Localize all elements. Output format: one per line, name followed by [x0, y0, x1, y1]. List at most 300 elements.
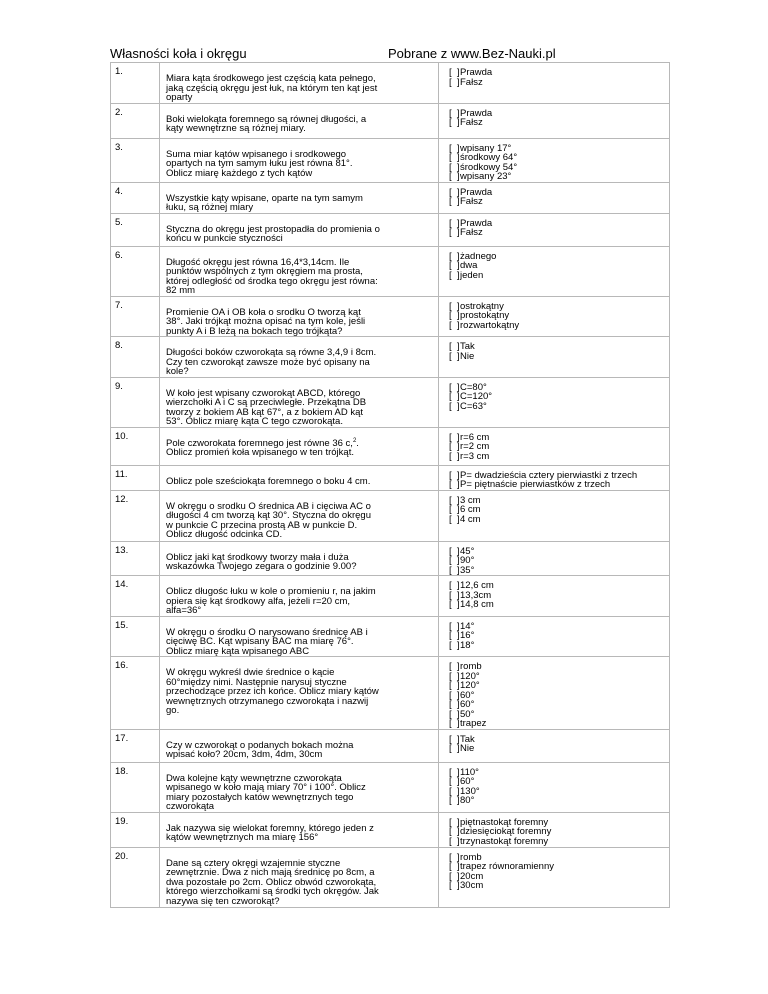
question-line: [166, 562, 432, 572]
answer-option-label: 14°: [460, 620, 475, 632]
answer-option[interactable]: [449, 547, 665, 557]
answer-option[interactable]: [449, 719, 665, 729]
answer-option[interactable]: [449, 744, 665, 754]
question-number: 15.: [111, 616, 160, 657]
question-line-text: 82 mm: [166, 285, 196, 296]
answer-option[interactable]: [449, 402, 665, 412]
question-text: [160, 465, 439, 490]
checkbox-brackets[interactable]: [ ]: [449, 620, 460, 632]
question-row: [111, 616, 670, 657]
question-line-text: przechodzące przez ich końce. Oblicz miary kątów: [166, 686, 379, 697]
answer-option[interactable]: [449, 352, 665, 362]
answer-option-label: żadnego: [460, 250, 497, 262]
answer-option-label: Fałsz: [460, 227, 483, 238]
answer-option-label: Nie: [460, 743, 475, 754]
answer-option[interactable]: [449, 691, 665, 701]
superscript: 2: [352, 437, 357, 444]
checkbox-brackets[interactable]: [ ]: [449, 589, 460, 601]
question-row: [111, 541, 670, 576]
checkbox-brackets[interactable]: [ ]: [449, 835, 460, 847]
question-number: 7.: [111, 296, 160, 337]
question-number: 3.: [111, 138, 160, 182]
question-text: [160, 296, 439, 337]
question-line-text: Oblicz długośc łuku w kole o promieniu r, na jakim: [166, 586, 376, 597]
question-line-text: Oblicz miarę każdego z tych kątów: [166, 167, 313, 179]
question-line-text: tworzy z bokiem AB kąt 67°, a z bokiem AD kąt: [166, 406, 364, 418]
checkbox-brackets[interactable]: [ ]: [449, 186, 460, 198]
answer-option-label: Prawda: [460, 107, 493, 119]
answer-option-label: romb: [460, 661, 482, 672]
question-line-text: Oblicz miarę kąta wpisanego ABC: [166, 645, 310, 657]
checkbox-brackets[interactable]: [ ]: [449, 400, 460, 412]
checkbox-brackets[interactable]: [ ]: [449, 766, 460, 778]
question-line-text: 38°. Jaki trójkąt można opisać na tym kole, jeśli: [166, 316, 366, 327]
answer-option-label: 110°: [460, 766, 479, 778]
answer-options: [439, 576, 670, 617]
question-line-text: Boki wielokąta foremnego są równej długości, a: [166, 113, 367, 125]
answer-option-label: dziesięciokąt foremny: [460, 826, 552, 837]
question-line-text: W okręgu wykreśl dwie średnice o kącie: [166, 667, 335, 678]
answer-option-label: 130°: [460, 785, 480, 797]
answer-option-label: 6 cm: [460, 504, 481, 515]
question-text: [160, 138, 439, 182]
question-text: [160, 847, 439, 907]
answer-option[interactable]: [449, 600, 665, 610]
checkbox-brackets[interactable]: [ ]: [449, 661, 460, 672]
answer-option-label: rozwartokątny: [460, 319, 520, 331]
question-line: [166, 697, 432, 707]
question-row: [111, 657, 670, 730]
question-line: [166, 477, 432, 487]
question-line-text: nazywa się ten czworokąt?: [166, 895, 280, 907]
answer-option[interactable]: [449, 342, 665, 352]
answer-option[interactable]: [449, 796, 665, 806]
checkbox-brackets[interactable]: [ ]: [449, 227, 460, 238]
checkbox-brackets[interactable]: [ ]: [449, 785, 460, 797]
question-row: [111, 729, 670, 762]
answer-option[interactable]: [449, 197, 665, 207]
answer-option-label: jeden: [460, 269, 484, 281]
question-line: [166, 234, 432, 244]
checkbox-brackets[interactable]: [ ]: [449, 689, 460, 701]
question-text: [160, 812, 439, 847]
checkbox-brackets[interactable]: [ ]: [449, 391, 460, 402]
checkbox-brackets[interactable]: [ ]: [449, 680, 460, 691]
question-line-text: jaką częścią okręgu jest łuk, na którym ten kąt jest: [166, 82, 378, 94]
question-line: [166, 606, 432, 616]
answer-option-label: C=63°: [460, 400, 487, 412]
answer-option-label: Fałsz: [460, 117, 483, 128]
question-line-text: wskazówka Twojego zegara o godzinie 9.00?: [166, 561, 357, 572]
question-number: 6.: [111, 246, 160, 296]
question-line-text: Długości boków czworokąta są równe 3,4,9 i 8cm.: [166, 347, 377, 358]
question-number: 14.: [111, 576, 160, 617]
checkbox-brackets[interactable]: [ ]: [449, 269, 460, 281]
answer-option-label: 20cm: [460, 870, 484, 882]
question-line: [166, 93, 432, 103]
question-line-text: w punkcie C przecina prostą AB w punkcie D.: [166, 519, 358, 531]
question-line-text: czworokąta: [166, 801, 215, 812]
checkbox-brackets[interactable]: [ ]: [449, 161, 460, 173]
answer-option-label: 18°: [460, 639, 475, 651]
question-row: [111, 296, 670, 337]
question-number: 2.: [111, 103, 160, 138]
question-text: [160, 762, 439, 812]
answer-option-label: Fałsz: [460, 196, 483, 207]
question-line-text: kole?: [166, 366, 189, 377]
question-row: [111, 138, 670, 182]
checkbox-brackets[interactable]: [ ]: [449, 699, 460, 710]
answer-option-label: 60°: [460, 699, 475, 710]
question-number: 13.: [111, 541, 160, 576]
checkbox-brackets[interactable]: [ ]: [449, 431, 460, 443]
question-line-text: Czy w czworokąt o podanych bokach można: [166, 739, 354, 751]
question-line-text: Suma miar kątów wpisanego i srodkowego: [166, 148, 347, 160]
checkbox-brackets[interactable]: [ ]: [449, 504, 460, 515]
answer-option-label: 4 cm: [460, 513, 481, 525]
answer-option-label: trapez równoramienny: [460, 861, 554, 872]
answer-option[interactable]: [449, 452, 665, 462]
question-line-text: której odległość od środka tego okręgu jest równa:: [166, 275, 378, 287]
question-line: [166, 169, 432, 179]
question-number: 5.: [111, 213, 160, 246]
answer-option[interactable]: [449, 777, 665, 787]
question-text: [160, 246, 439, 296]
answer-option[interactable]: [449, 662, 665, 672]
question-row: [111, 812, 670, 847]
checkbox-brackets[interactable]: [ ]: [449, 450, 460, 462]
answer-option-label: prostokątny: [460, 310, 510, 321]
answer-options: [439, 103, 670, 138]
question-line: [166, 802, 432, 812]
question-row: [111, 465, 670, 490]
answer-options: [439, 465, 670, 490]
question-line-text: Jak nazywa się wielokat foremny, którego jeden z: [166, 822, 374, 834]
question-line: [166, 358, 432, 368]
question-text: [160, 377, 439, 427]
question-text: [160, 657, 439, 730]
question-line-text: W koło jest wpisany czworokąt ABCD, którego: [166, 387, 361, 399]
checkbox-brackets[interactable]: [ ]: [449, 469, 460, 481]
question-row: [111, 103, 670, 138]
answer-option-label: 60°: [460, 776, 475, 787]
checkbox-brackets[interactable]: [ ]: [449, 670, 460, 682]
checkbox-brackets[interactable]: [ ]: [449, 217, 460, 229]
answer-options: [439, 657, 670, 730]
question-line: [166, 750, 432, 760]
question-text: [160, 427, 439, 465]
answer-option-label: 14,8 cm: [460, 599, 494, 610]
checkbox-brackets[interactable]: [ ]: [449, 599, 460, 610]
answer-option-label: 16°: [460, 630, 475, 641]
checkbox-brackets[interactable]: [ ]: [449, 350, 460, 362]
answer-option-label: 45°: [460, 545, 475, 557]
question-line-text: punkty A i B leżą na bokach tego trójkąta?: [166, 325, 343, 337]
checkbox-brackets[interactable]: [ ]: [449, 580, 460, 591]
answer-option[interactable]: [449, 480, 665, 490]
question-line-text: Styczna do okręgu jest prostopadła do promienia o: [166, 223, 380, 235]
answer-option-label: Prawda: [460, 67, 493, 78]
answer-option-label: trzynastokąt foremny: [460, 835, 549, 847]
answer-option-label: 90°: [460, 555, 475, 566]
answer-option[interactable]: [449, 681, 665, 691]
answer-option-label: dwa: [460, 260, 478, 271]
answer-option-label: ostrokątny: [460, 300, 504, 312]
answer-options: [439, 63, 670, 104]
question-line-text: zewnętrznie. Dwa z nich mają średnicę po 8cm, a: [166, 867, 375, 878]
checkbox-brackets[interactable]: [ ]: [449, 708, 460, 720]
checkbox-brackets[interactable]: [ ]: [449, 545, 460, 557]
question-number: 12.: [111, 490, 160, 541]
question-text: [160, 337, 439, 378]
answer-option[interactable]: [449, 228, 665, 238]
question-line: [166, 84, 432, 94]
checkbox-brackets[interactable]: [ ]: [449, 630, 460, 641]
checkbox-brackets[interactable]: [ ]: [449, 479, 460, 490]
question-line: [166, 897, 432, 907]
question-line: [166, 367, 432, 377]
answer-option-label: trapez: [460, 718, 487, 729]
source-label: Pobrane z www.Bez-Nauki.pl: [388, 46, 556, 61]
question-line-text: długości 4 cm tworzą kąt 30°. Styczna do okręgu: [166, 510, 371, 521]
question-number: 10.: [111, 427, 160, 465]
checkbox-brackets[interactable]: [ ]: [449, 171, 460, 182]
question-line: [166, 706, 432, 716]
answer-option[interactable]: [449, 837, 665, 847]
question-row: [111, 576, 670, 617]
answer-option-label: r=6 cm: [460, 431, 490, 443]
checkbox-brackets[interactable]: [ ]: [449, 861, 460, 872]
checkbox-brackets[interactable]: [ ]: [449, 555, 460, 566]
question-line-text: Oblicz jaki kąt środkowy tworzy mała i duża: [166, 551, 349, 563]
question-line-text: Czy ten czworokąt zawsze może być opisany na: [166, 356, 370, 368]
checkbox-brackets[interactable]: [ ]: [449, 76, 460, 88]
answer-options: [439, 337, 670, 378]
answer-options: [439, 246, 670, 296]
question-number: 19.: [111, 812, 160, 847]
answer-option-label: 3 cm: [460, 494, 481, 506]
question-number: 8.: [111, 337, 160, 378]
answer-options: [439, 182, 670, 213]
question-line-text: cięciwę BC. Kąt wpisany BAC ma miarę 76°.: [166, 636, 354, 647]
answer-option[interactable]: [449, 556, 665, 566]
answer-option[interactable]: [449, 631, 665, 641]
question-line: [166, 277, 432, 287]
checkbox-brackets[interactable]: [ ]: [449, 494, 460, 506]
question-line-text: miary pozostałych katów wewnętrznych tego: [166, 791, 354, 803]
answer-options: [439, 616, 670, 657]
answer-options: [439, 138, 670, 182]
checkbox-brackets[interactable]: [ ]: [449, 639, 460, 651]
question-line-text: Wszystkie kąty wpisane, oparte na tym samym: [166, 192, 363, 204]
answer-option-label: Nie: [460, 350, 475, 362]
question-line: [166, 597, 432, 607]
question-line-text: końcu w punkcie styczności: [166, 233, 283, 244]
checkbox-brackets[interactable]: [ ]: [449, 142, 460, 154]
question-line-text: Oblicz długość odcinka CD.: [166, 529, 283, 540]
checkbox-brackets[interactable]: [ ]: [449, 718, 460, 729]
answer-option[interactable]: [449, 881, 665, 891]
answer-option-label: 120°: [460, 680, 480, 691]
answer-option[interactable]: [449, 700, 665, 710]
question-line-text: wierzchołki A i C są przeciwległe. Przekątna DB: [166, 397, 367, 408]
question-line-text: 60°między nimi. Następnie narysuj styczne: [166, 676, 347, 688]
question-line-text: którego wierzchołkami są środki tych okręgów. Jak: [166, 886, 379, 897]
question-line-text: alfa=36°: [166, 605, 202, 616]
question-line-text: wewnętrznych otrzymanego czworokąta i nazwij: [166, 695, 369, 707]
answer-option[interactable]: [449, 172, 665, 182]
question-number: 17.: [111, 729, 160, 762]
answer-option[interactable]: [449, 641, 665, 651]
checkbox-brackets[interactable]: [ ]: [449, 441, 460, 452]
question-line: Pole czworokata foremnego jest równe 36 c,$^2$.: [166, 437, 359, 449]
question-text: [160, 541, 439, 576]
checkbox-brackets[interactable]: [ ]: [449, 816, 460, 828]
question-line-text: W okręgu o srodku O średnica AB i cięciwa AC o: [166, 500, 371, 512]
question-line-text: opiera się kąt środkowy alfa, jeżeli r=20 cm,: [166, 595, 351, 607]
answer-option[interactable]: [449, 78, 665, 88]
answer-option-label: C=80°: [460, 381, 487, 393]
question-row: [111, 213, 670, 246]
checkbox-brackets[interactable]: [ ]: [449, 870, 460, 882]
answer-option[interactable]: [449, 566, 665, 576]
question-text: [160, 729, 439, 762]
question-line-text: Promienie OA i OB koła o srodku O tworzą kąt: [166, 306, 361, 318]
question-text: [160, 616, 439, 657]
checkbox-brackets[interactable]: [ ]: [449, 776, 460, 787]
question-line-text: łuku, są różnej miary: [166, 202, 254, 213]
answer-option[interactable]: [449, 505, 665, 515]
checkbox-brackets[interactable]: [ ]: [449, 743, 460, 754]
question-line-text: dwa pozostałe po 2cm. Oblicz obwód czworokąta,: [166, 876, 377, 888]
checkbox-brackets[interactable]: [ ]: [449, 196, 460, 207]
question-line-text: Miara kąta środkowego jest częścią kata pełnego,: [166, 73, 376, 84]
answer-option[interactable]: [449, 118, 665, 128]
answer-option-label: 13,3cm: [460, 589, 492, 601]
answer-option-label: 80°: [460, 795, 475, 806]
answer-option-label: romb: [460, 851, 482, 863]
answer-option[interactable]: [449, 735, 665, 745]
question-line: [166, 833, 432, 843]
checkbox-brackets[interactable]: [ ]: [449, 300, 460, 312]
checkbox-brackets[interactable]: [ ]: [449, 564, 460, 576]
checkbox-brackets[interactable]: [ ]: [449, 733, 460, 745]
answer-options: [439, 762, 670, 812]
checkbox-brackets[interactable]: [ ]: [449, 851, 460, 863]
question-text: [160, 103, 439, 138]
checkbox-brackets[interactable]: [ ]: [449, 117, 460, 128]
question-row: [111, 337, 670, 378]
checkbox-brackets[interactable]: [ ]: [449, 880, 460, 891]
answer-option[interactable]: [449, 321, 665, 331]
question-line-text: Oblicz pole sześciokąta foremnego o boku 4 cm.: [166, 475, 371, 487]
question-text: [160, 213, 439, 246]
question-number: 1.: [111, 63, 160, 104]
question-text: [160, 63, 439, 104]
checkbox-brackets[interactable]: [ ]: [449, 107, 460, 119]
answer-option-label: piętnastokąt foremny: [460, 816, 549, 828]
answer-option-label: Tak: [460, 341, 475, 352]
answer-option[interactable]: [449, 622, 665, 632]
question-number: 11.: [111, 465, 160, 490]
checkbox-brackets[interactable]: [ ]: [449, 381, 460, 393]
question-number: 16.: [111, 657, 160, 730]
answer-option-label: P= dwadzieścia cztery pierwiastki z trzech: [460, 469, 638, 481]
answer-option-label: r=3 cm: [460, 450, 490, 462]
checkbox-brackets[interactable]: [ ]: [449, 152, 460, 163]
question-line-text: wpisać koło? 20cm, 3dm, 4dm, 30cm: [166, 749, 323, 760]
answer-option-label: 30cm: [460, 880, 484, 891]
question-line-text: W okręgu o środku O narysowano średnicę AB i: [166, 626, 368, 638]
question-row: [111, 427, 670, 465]
question-line: [166, 417, 432, 427]
checkbox-brackets[interactable]: [ ]: [449, 260, 460, 271]
question-row: [111, 377, 670, 427]
answer-option[interactable]: [449, 252, 665, 262]
answer-option-label: Prawda: [460, 217, 493, 229]
question-line: [166, 124, 432, 134]
answer-option[interactable]: [449, 768, 665, 778]
answer-option-label: C=120°: [460, 391, 493, 402]
question-number: 20.: [111, 847, 160, 907]
question-line-text: 53°. Oblicz miarę kąta C tego czworokąta.: [166, 416, 343, 427]
question-row: [111, 762, 670, 812]
answer-options: [439, 296, 670, 337]
questions-table: [110, 62, 670, 908]
checkbox-brackets[interactable]: [ ]: [449, 513, 460, 525]
question-line-text: Dwa kolejne kąty wewnętrzne czworokąta: [166, 772, 342, 784]
checkbox-brackets[interactable]: [ ]: [449, 826, 460, 837]
checkbox-brackets[interactable]: [ ]: [449, 795, 460, 806]
answer-option-label: Fałsz: [460, 76, 483, 88]
question-line-text: kątów wewnętrznych ma miarę 156°: [166, 832, 319, 843]
answer-option[interactable]: [449, 496, 665, 506]
question-row: [111, 246, 670, 296]
answer-option[interactable]: [449, 672, 665, 682]
checkbox-brackets[interactable]: [ ]: [449, 310, 460, 321]
checkbox-brackets[interactable]: [ ]: [449, 319, 460, 331]
question-line: [166, 448, 432, 458]
answer-option[interactable]: [449, 271, 665, 281]
checkbox-brackets[interactable]: [ ]: [449, 250, 460, 262]
checkbox-brackets[interactable]: [ ]: [449, 341, 460, 352]
question-line-text: Długość okręgu jest równa 16,4*3,14cm. Ile: [166, 256, 350, 268]
question-line-text: Oblicz promień koła wpisanego w ten trójkąt.: [166, 447, 354, 458]
question-row: [111, 490, 670, 541]
answer-option-label: wpisany 17°: [460, 142, 512, 154]
question-line-text: kąty wewnętrzne są różnej miary.: [166, 123, 306, 134]
question-line-text: Pole czworokata foremnego jest równe 36 c,: [166, 437, 353, 449]
answer-options: [439, 377, 670, 427]
answer-options: [439, 812, 670, 847]
answer-option-label: 50°: [460, 708, 475, 720]
question-text: [160, 576, 439, 617]
answer-option-label: r=2 cm: [460, 441, 490, 452]
question-number: 4.: [111, 182, 160, 213]
question-line: [166, 203, 432, 213]
answer-option-label: Prawda: [460, 186, 493, 198]
question-line-text: go.: [166, 705, 180, 716]
question-line-text: oparty: [166, 92, 193, 103]
question-line-text: Dane są cztery okręgi wzajemnie styczne: [166, 857, 341, 869]
answer-option[interactable]: [449, 515, 665, 525]
page-title: Własności koła i okręgu: [110, 46, 247, 61]
checkbox-brackets[interactable]: [ ]: [449, 67, 460, 78]
question-text: [160, 490, 439, 541]
answer-option[interactable]: [449, 787, 665, 797]
answer-options: [439, 213, 670, 246]
question-line-text: opartych na tym samym łuku jest równa 81°.: [166, 158, 353, 169]
